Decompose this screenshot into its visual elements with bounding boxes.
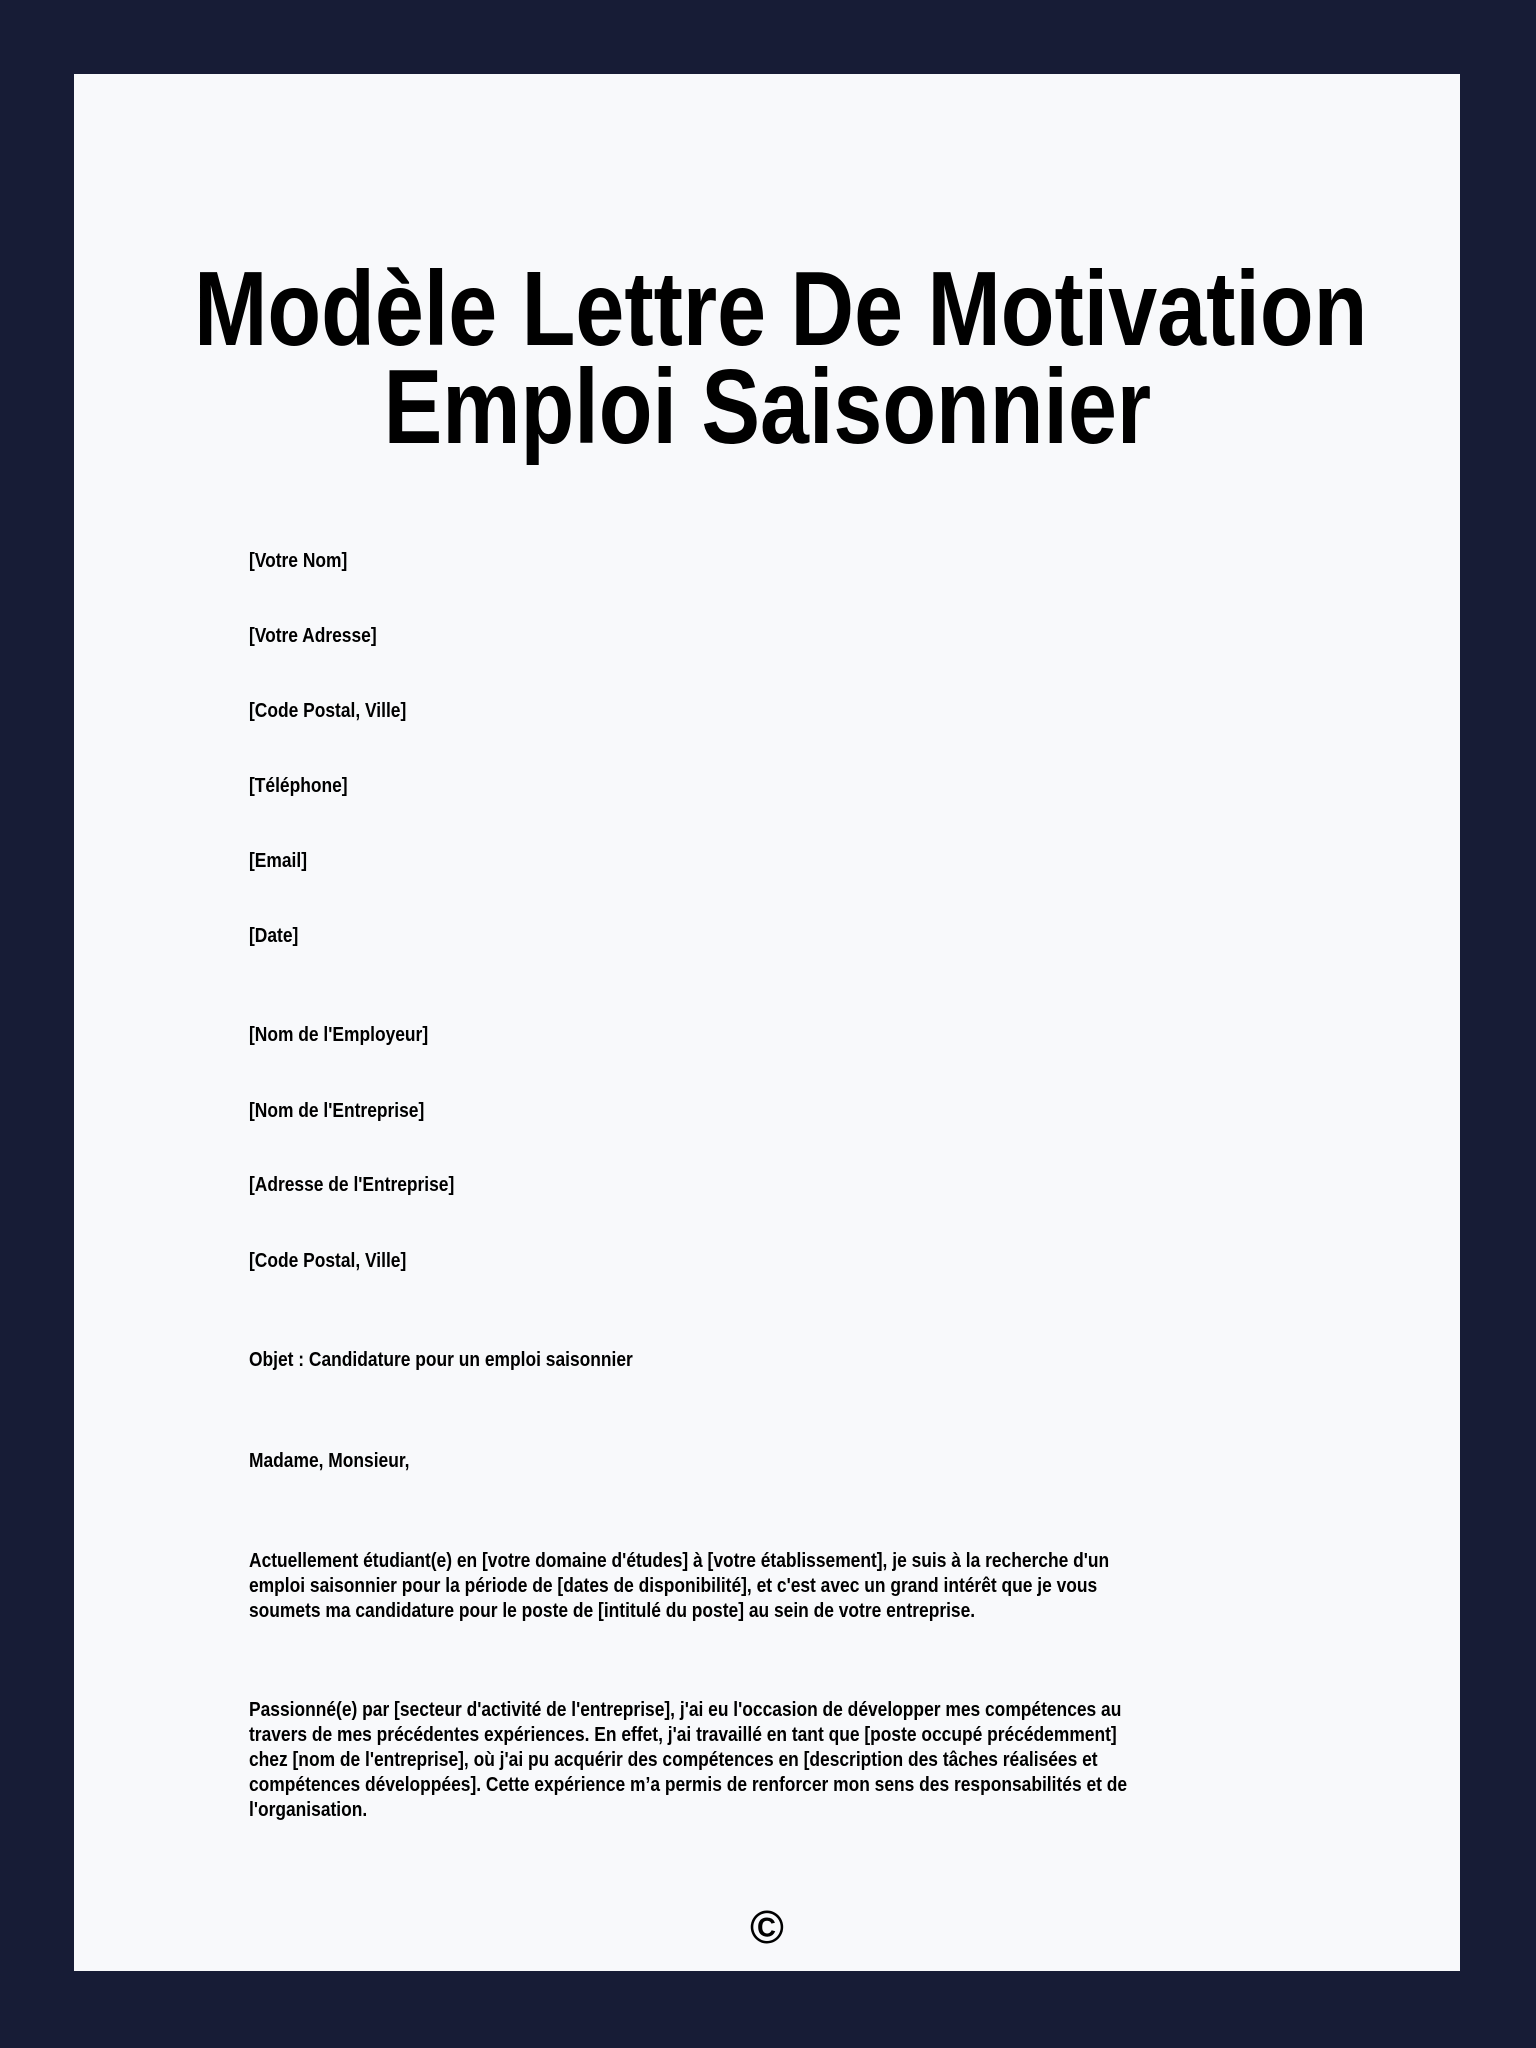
sender-name: [Votre Nom] xyxy=(249,550,348,572)
document-page xyxy=(74,74,1460,1971)
paragraph-2-line: Passionné(e) par [secteur d'activité de l'entreprise], j'ai eu l'occasion de développer mes compétences au xyxy=(249,1699,1122,1721)
salutation: Madame, Monsieur, xyxy=(249,1450,410,1472)
letter-subject: Objet : Candidature pour un emploi saisonnier xyxy=(249,1349,633,1371)
company-name: [Nom de l'Entreprise] xyxy=(249,1100,425,1122)
company-address: [Adresse de l'Entreprise] xyxy=(249,1174,455,1196)
copyright-icon: © xyxy=(750,1901,784,1953)
paragraph-2-line: compétences développées]. Cette expérience m’a permis de renforcer mon sens des responsabilités et de xyxy=(249,1774,1128,1796)
document-title-line-2: Emploi Saisonnier xyxy=(383,348,1151,466)
paragraph-1-line: emploi saisonnier pour la période de [dates de disponibilité], et c'est avec un grand intérêt que je vous xyxy=(249,1575,1098,1597)
paragraph-2-line: chez [nom de l'entreprise], où j'ai pu acquérir des compétences en [description des tâches réalisées et xyxy=(249,1749,1098,1771)
paragraph-1-line: soumets ma candidature pour le poste de [intitulé du poste] au sein de votre entreprise. xyxy=(249,1600,976,1622)
sender-email: [Email] xyxy=(249,850,308,872)
document-title-line-1: Modèle Lettre De Motivation xyxy=(194,250,1368,368)
letter-date: [Date] xyxy=(249,925,299,947)
sender-phone: [Téléphone] xyxy=(249,775,348,797)
sender-postal-city: [Code Postal, Ville] xyxy=(249,700,407,722)
sender-address: [Votre Adresse] xyxy=(249,625,377,647)
employer-name: [Nom de l'Employeur] xyxy=(249,1024,429,1046)
paragraph-2-line: l'organisation. xyxy=(249,1799,368,1821)
company-postal-city: [Code Postal, Ville] xyxy=(249,1250,407,1272)
paragraph-1-line: Actuellement étudiant(e) en [votre domaine d'études] à [votre établissement], je suis à la recherche d'un xyxy=(249,1550,1110,1572)
paragraph-2-line: travers de mes précédentes expériences. En effet, j'ai travaillé en tant que [poste occupé précédemment] xyxy=(249,1724,1117,1746)
